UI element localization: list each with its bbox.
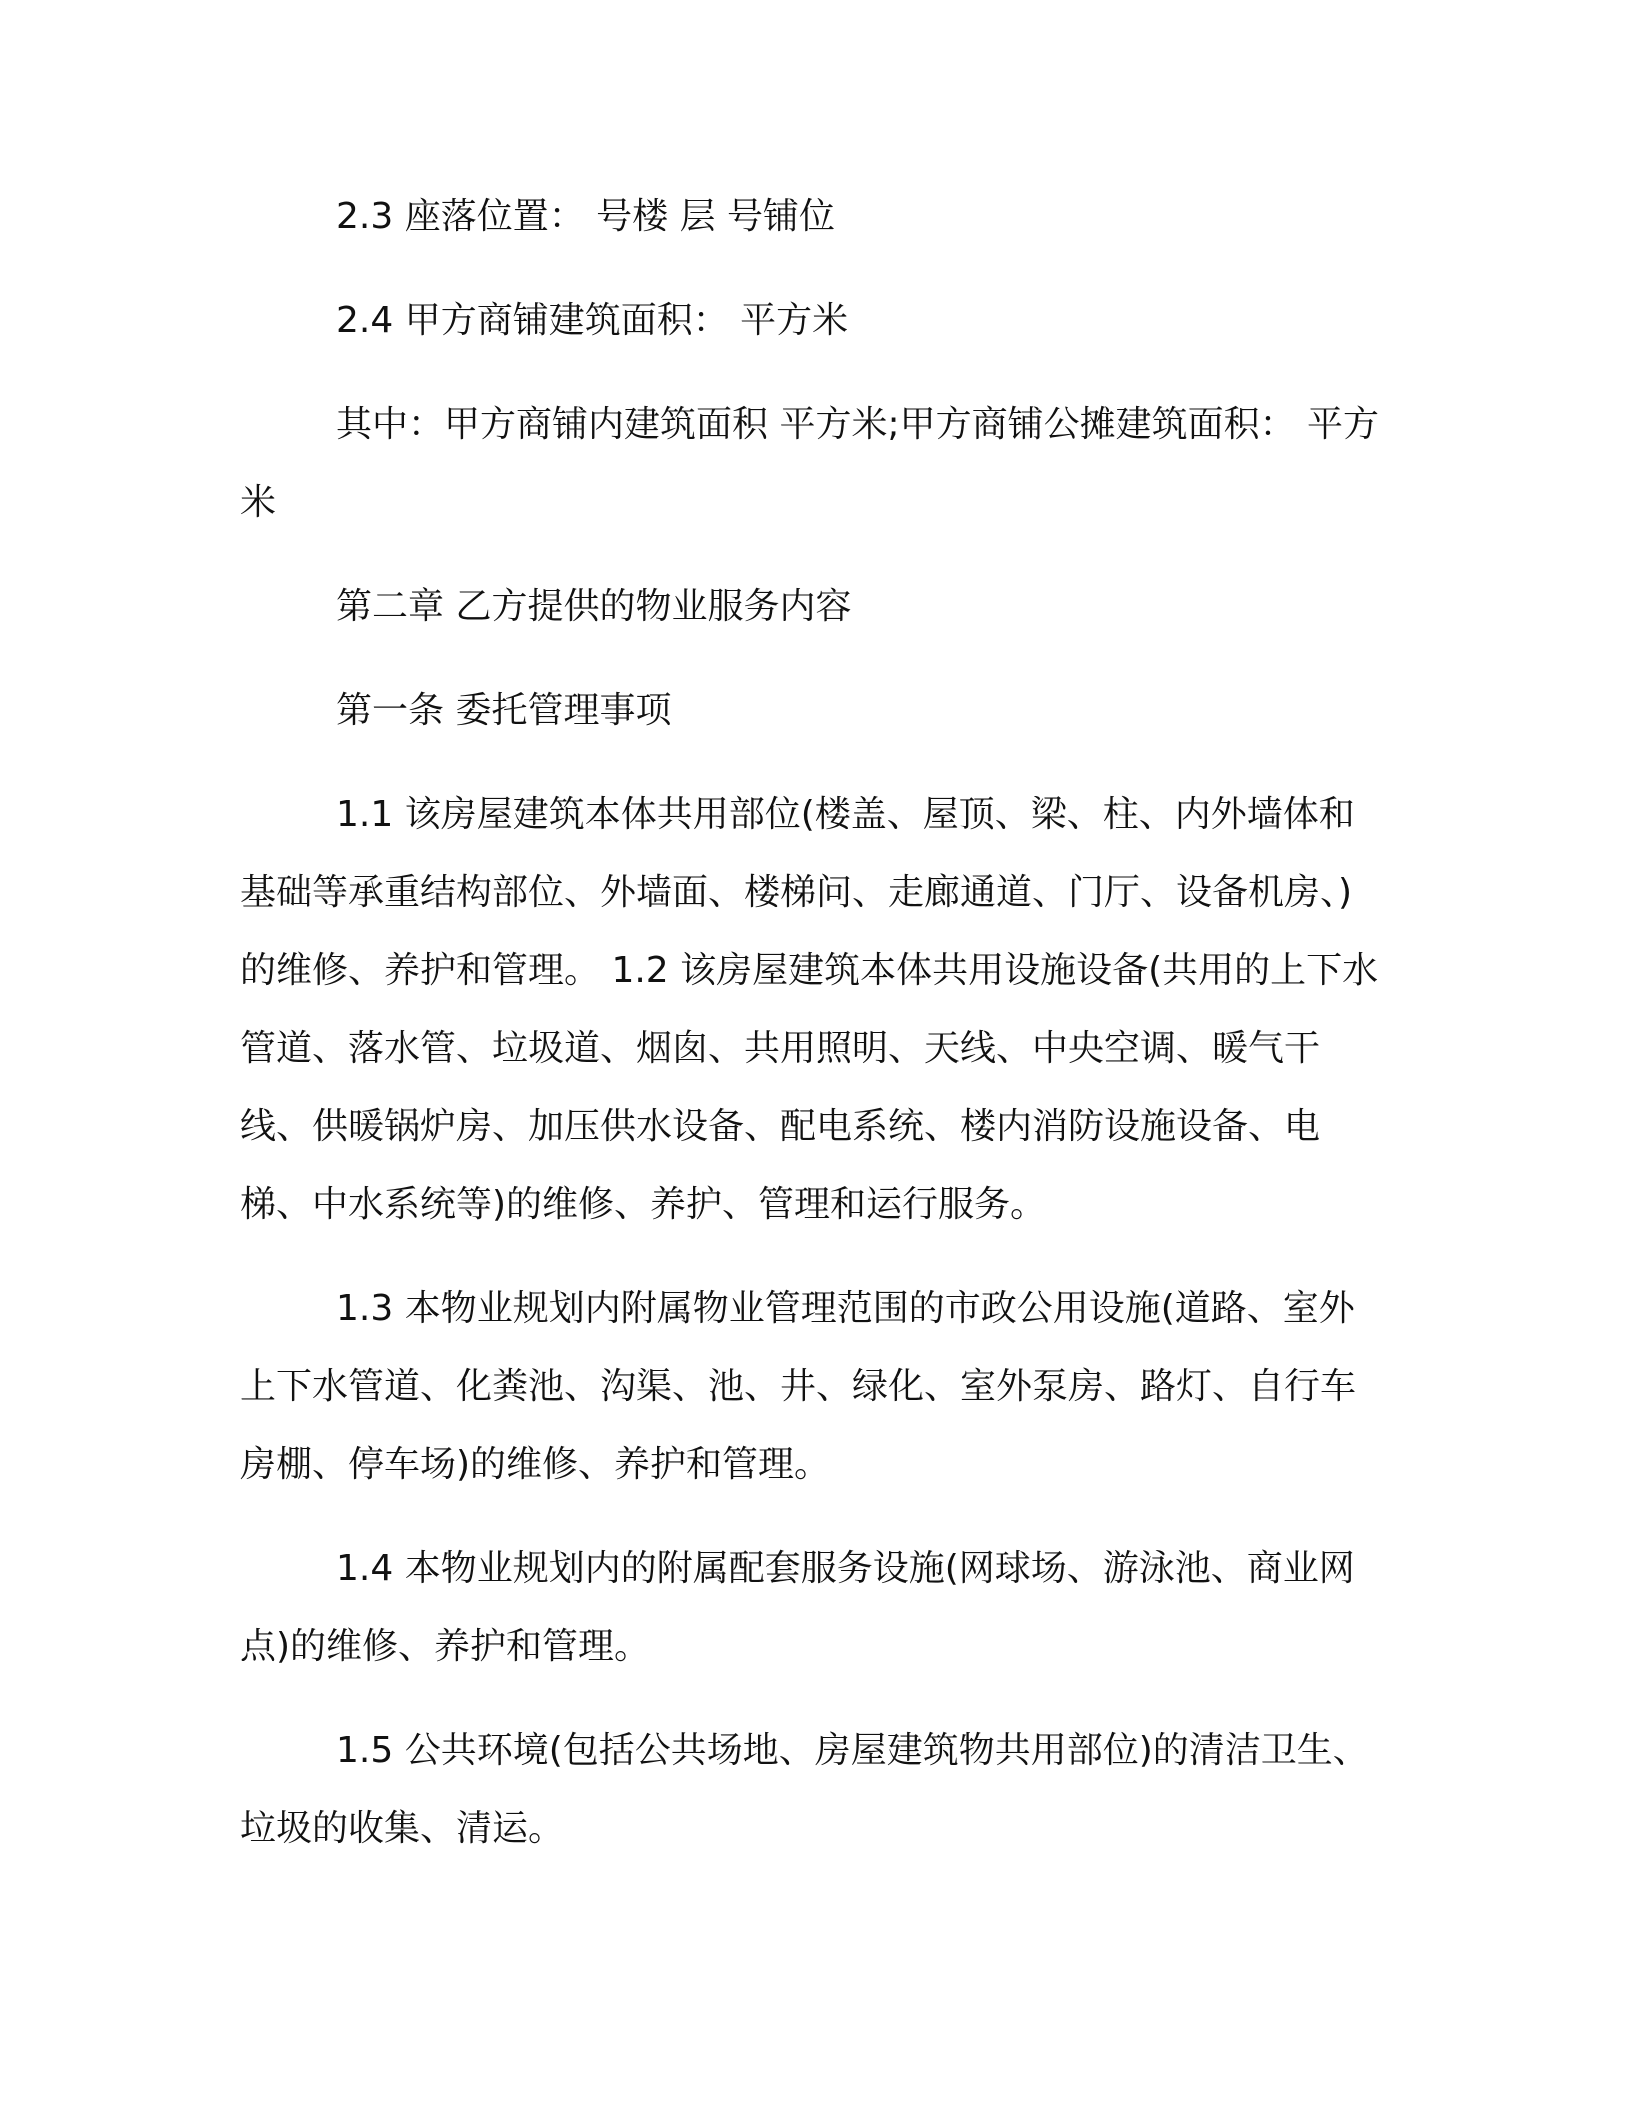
- paragraph-building-area: 2.4 甲方商铺建筑面积： 平方米: [336, 300, 849, 341]
- paragraph-item-1-4: 1.4 本物业规划内的附属配套服务设施(网球场、游泳池、商业网点)的维修、养护和管理。: [240, 1548, 1355, 1667]
- paragraph-area-breakdown: 其中：甲方商铺内建筑面积 平方米;甲方商铺公摊建筑面积： 平方米: [240, 404, 1380, 523]
- paragraph-item-1-5: 1.5 公共环境(包括公共场地、房屋建筑物共用部位)的清洁卫生、垃圾的收集、清运。: [240, 1730, 1369, 1849]
- paragraph-item-1-3: 1.3 本物业规划内附属物业管理范围的市政公用设施(道路、室外上下水管道、化粪池、沟渠、池、井、绿化、室外泵房、路灯、自行车房棚、停车场)的维修、养护和管理。: [240, 1288, 1357, 1485]
- article-heading: 第一条 委托管理事项: [336, 690, 672, 731]
- paragraph-location: 2.3 座落位置： 号楼 层 号铺位: [336, 196, 836, 237]
- paragraph-item-1-1: 1.1 该房屋建筑本体共用部位(楼盖、屋顶、梁、柱、内外墙体和基础等承重结构部位、外墙面、楼梯问、走廊通道、门厅、设备机房、)的维修、养护和管理。 1.2 该房屋建筑本体共用设施设备(共用的上下水管道、落水管、垃圾道、烟囱、共用照明、天线、中央空调、暖气干线、供暖锅炉房、加压供水设备、配电系统、楼内消防设施设备、电梯、中水系统等)的维修、养护、管理和运行服务。: [240, 794, 1379, 1225]
- chapter-heading: 第二章 乙方提供的物业服务内容: [336, 586, 852, 627]
